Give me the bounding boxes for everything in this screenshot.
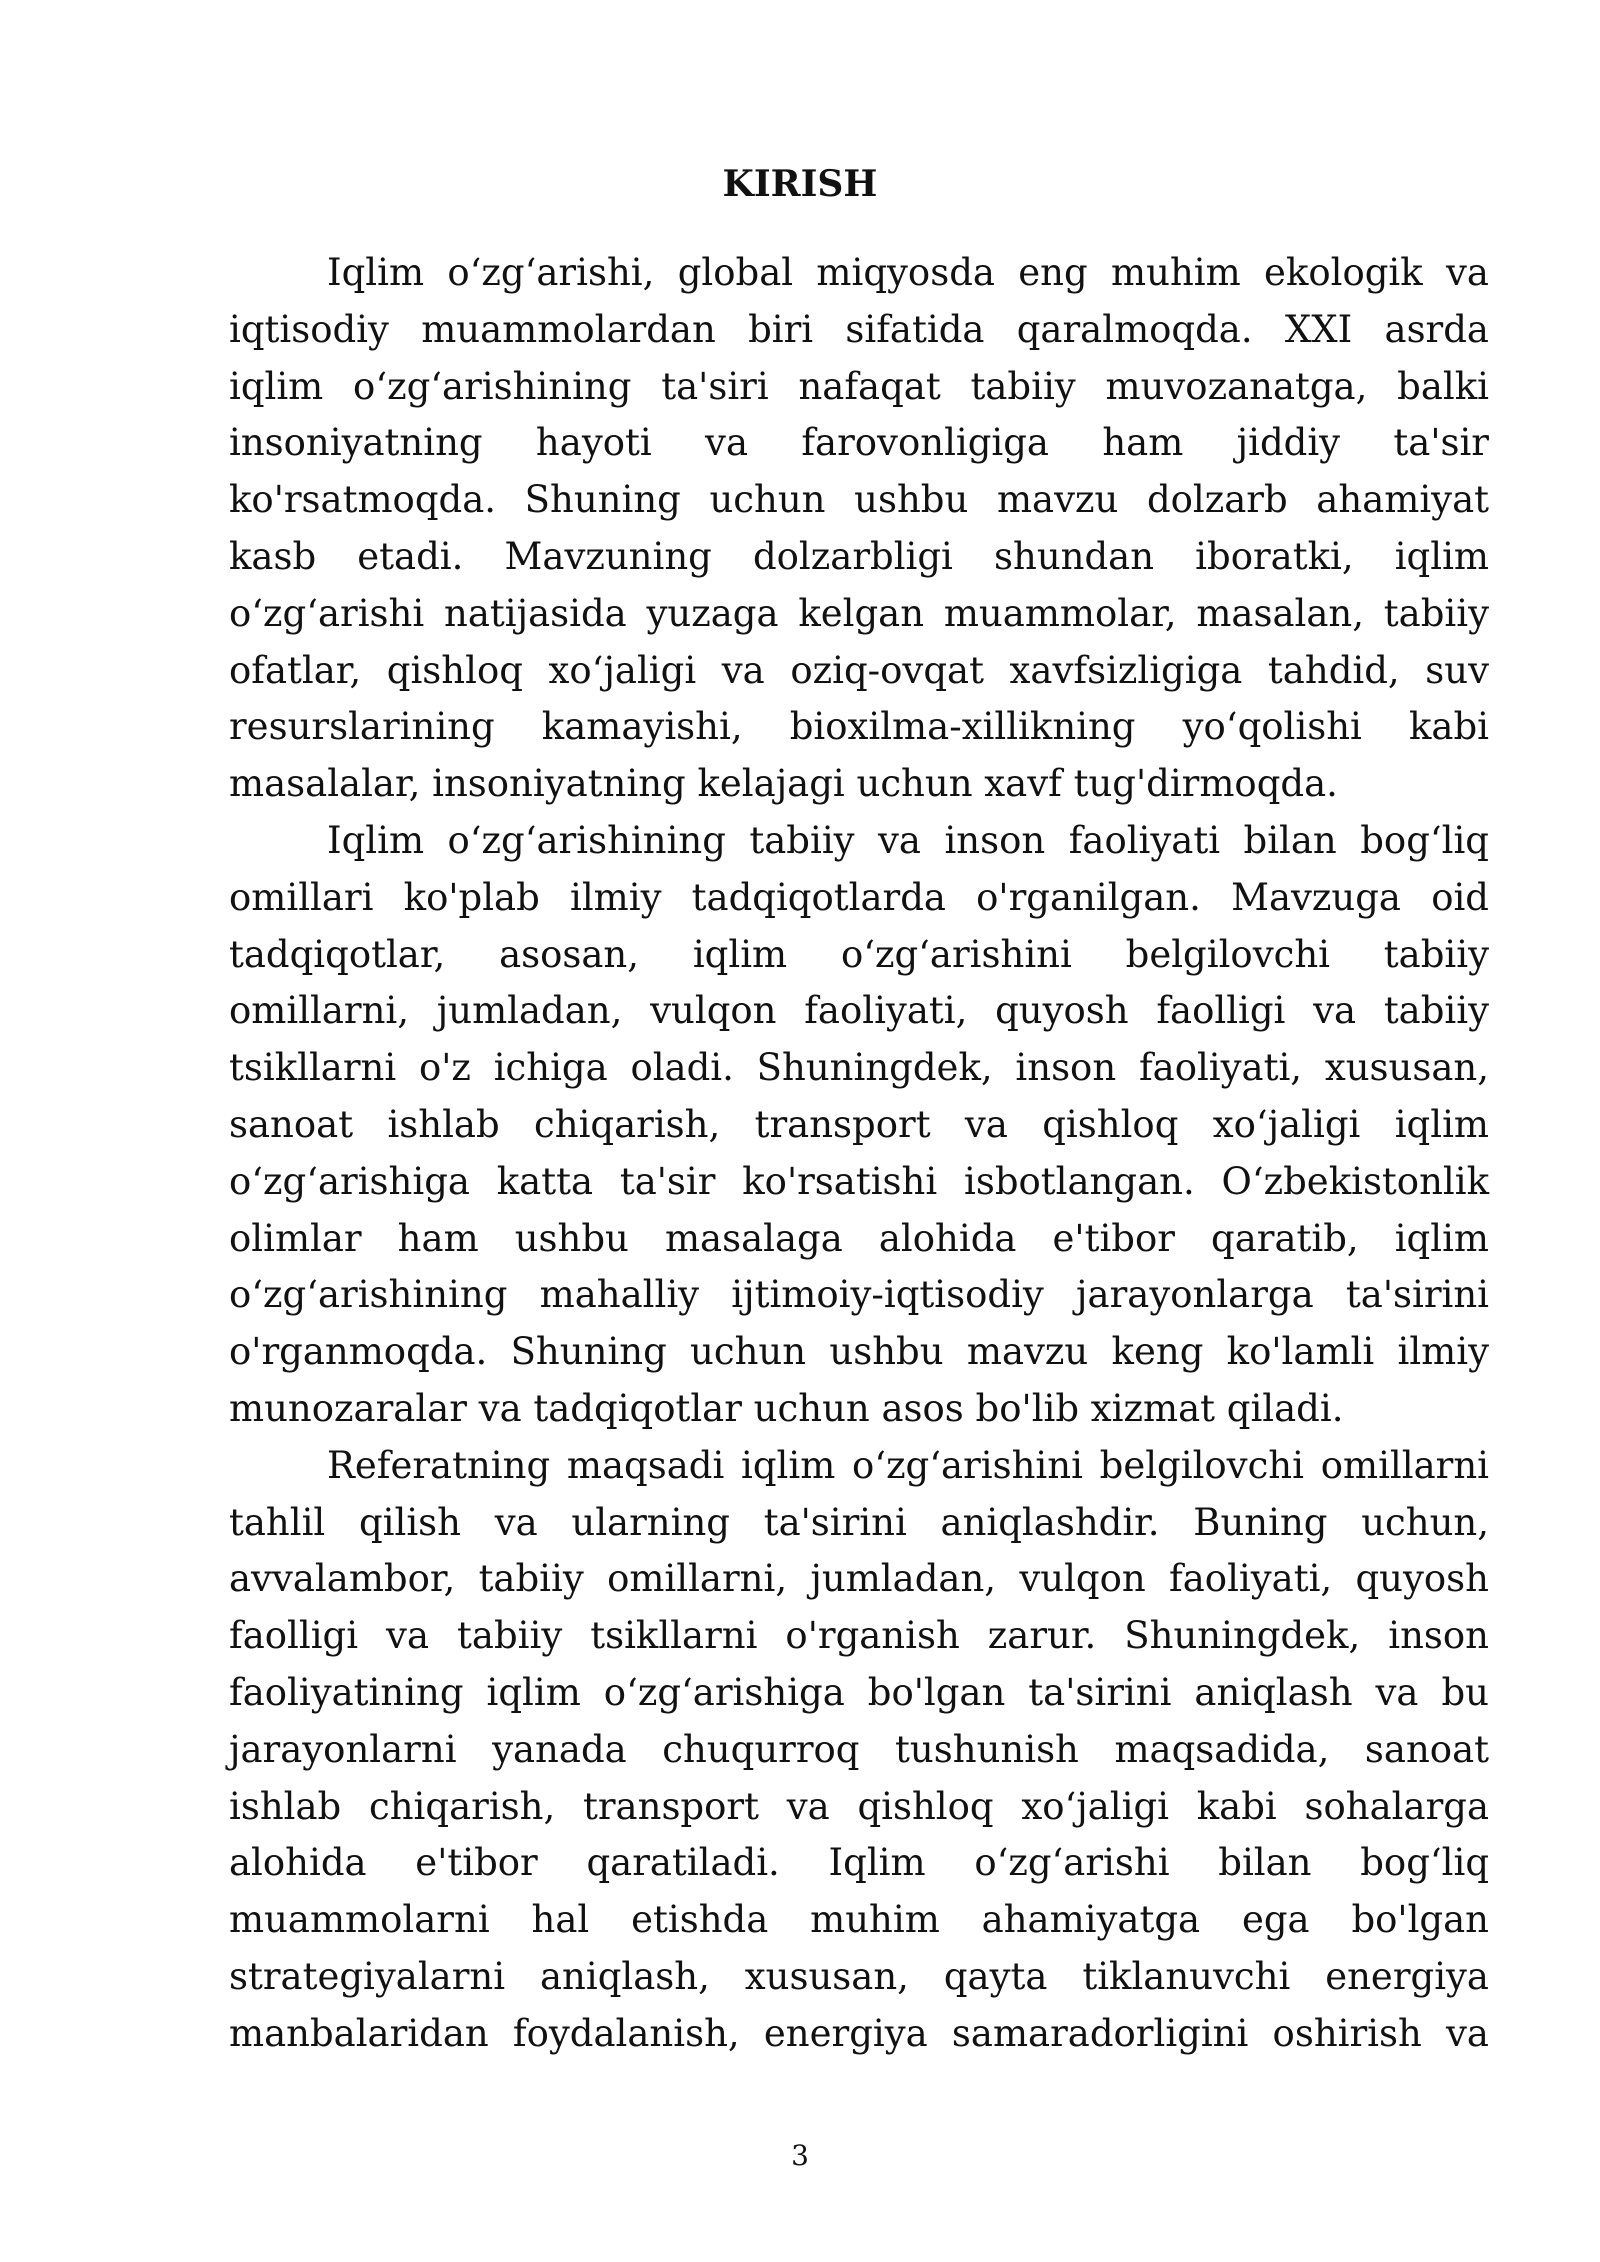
text-line: kasb etadi. Mavzuning dolzarbligi shundan iboratki, iqlim: [229, 534, 1489, 578]
text-line: omillari ko'plab ilmiy tadqiqotlarda o'rganilgan. Mavzuga oid: [229, 875, 1489, 919]
text-line: iqlim o‘zg‘arishining ta'siri nafaqat tabiiy muvozanatga, balki: [229, 364, 1489, 408]
text-line: sanoat ishlab chiqarish, transport va qishloq xo‘jaligi iqlim: [229, 1102, 1489, 1146]
body-text: [229, 245, 1489, 2063]
text-line: Referatning maqsadi iqlim o‘zg‘arishini belgilovchi omillarni: [327, 1443, 1489, 1487]
text-line: ishlab chiqarish, transport va qishloq xo‘jaligi kabi sohalarga: [229, 1784, 1489, 1828]
page-heading: KIRISH: [722, 163, 878, 205]
text-line: jarayonlarni yanada chuqurroq tushunish maqsadida, sanoat: [229, 1727, 1489, 1771]
text-line: Iqlim o‘zg‘arishi, global miqyosda eng muhim ekologik va: [327, 251, 1489, 294]
paragraph-2: [229, 813, 1489, 1438]
text-line: insoniyatning hayoti va farovonligiga ham jiddiy ta'sir: [229, 421, 1489, 465]
text-line: resurslarining kamayishi, bioxilma-xillikning yo‘qolishi kabi: [229, 705, 1489, 749]
paragraph-3: [229, 1438, 1489, 2063]
page-number: 3: [791, 2139, 809, 2172]
text-line: avvalambor, tabiiy omillarni, jumladan, vulqon faoliyati, quyosh: [229, 1557, 1489, 1601]
text-line: muammolarni hal etishda muhim ahamiyatga ega bo'lgan: [229, 1898, 1489, 1942]
text-line: manbalaridan foydalanish, energiya samaradorligini oshirish va: [229, 2011, 1489, 2055]
text-line: ofatlar, qishloq xo‘jaligi va oziq-ovqat xavfsizligiga tahdid, suv: [229, 648, 1489, 692]
text-line: faolligi va tabiiy tsikllarni o'rganish zarur. Shuningdek, inson: [229, 1614, 1489, 1658]
text-line: masalalar, insoniyatning kelajagi uchun xavf tug'dirmoqda.: [229, 762, 1338, 806]
text-line: munozaralar va tadqiqotlar uchun asos bo'lib xizmat qiladi.: [229, 1386, 1344, 1430]
text-line: tahlil qilish va ularning ta'sirini aniqlashdir. Buning uchun,: [229, 1500, 1489, 1544]
text-line: tadqiqotlar, asosan, iqlim o‘zg‘arishini belgilovchi tabiiy: [229, 932, 1489, 976]
text-line: ko'rsatmoqda. Shuning uchun ushbu mavzu dolzarb ahamiyat: [229, 478, 1489, 522]
paragraph-1: [229, 245, 1489, 813]
text-line: strategiyalarni aniqlash, xususan, qayta tiklanuvchi energiya: [229, 1954, 1489, 1998]
text-line: o‘zg‘arishining mahalliy ijtimoiy-iqtisodiy jarayonlarga ta'sirini: [229, 1273, 1489, 1317]
text-line: o‘zg‘arishi natijasida yuzaga kelgan muammolar, masalan, tabiiy: [229, 591, 1489, 635]
text-line: o‘zg‘arishiga katta ta'sir ko'rsatishi isbotlangan. O‘zbekistonlik: [229, 1159, 1489, 1203]
text-line: faoliyatining iqlim o‘zg‘arishiga bo'lgan ta'sirini aniqlash va bu: [229, 1670, 1489, 1714]
text-line: alohida e'tibor qaratiladi. Iqlim o‘zg‘arishi bilan bog‘liq: [229, 1841, 1489, 1885]
text-line: tsikllarni o'z ichiga oladi. Shuningdek, inson faoliyati, xususan,: [229, 1046, 1489, 1090]
text-line: omillarni, jumladan, vulqon faoliyati, quyosh faolligi va tabiiy: [229, 989, 1489, 1033]
text-line: iqtisodiy muammolardan biri sifatida qaralmoqda. XXI asrda: [229, 307, 1489, 351]
text-line: o'rganmoqda. Shuning uchun ushbu mavzu keng ko'lamli ilmiy: [229, 1330, 1489, 1374]
text-line: Iqlim o‘zg‘arishining tabiiy va inson faoliyati bilan bog‘liq: [327, 818, 1489, 862]
text-line: olimlar ham ushbu masalaga alohida e'tibor qaratib, iqlim: [229, 1216, 1489, 1260]
